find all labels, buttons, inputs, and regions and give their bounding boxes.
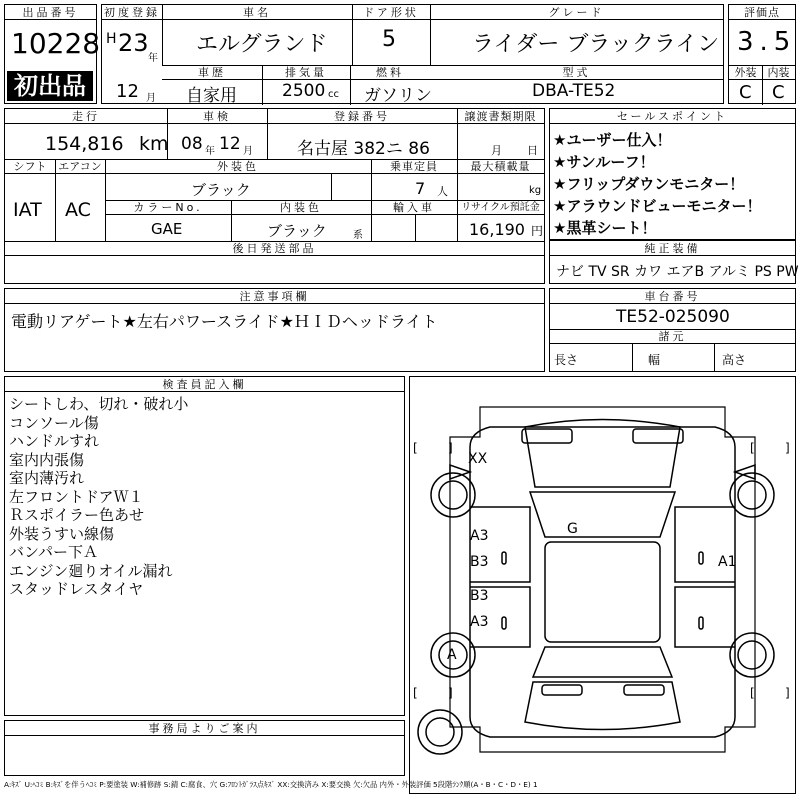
month-unit: 月 bbox=[146, 93, 156, 104]
air-conditioner: AC bbox=[65, 199, 91, 221]
ac-label: エアコン bbox=[55, 159, 105, 174]
exterior-grade-label: 外装 bbox=[729, 65, 762, 80]
interior-color-label: 内装色 bbox=[231, 200, 371, 215]
grade: ライダー ブラックライン bbox=[472, 32, 720, 57]
displacement-label: 排気量 bbox=[262, 65, 350, 80]
inspector-line: スタッドレスタイヤ bbox=[9, 580, 144, 598]
interior-color-suffix: 系 bbox=[353, 230, 363, 241]
height-label: 高さ bbox=[722, 353, 747, 367]
recycle-label: リサイクル預託金 bbox=[457, 200, 544, 215]
registration-label: 登録番号 bbox=[267, 109, 457, 124]
inspector-box bbox=[4, 376, 405, 716]
chassis-box bbox=[549, 288, 796, 372]
interior-grade: C bbox=[772, 82, 785, 103]
damage-mark: XX bbox=[468, 451, 488, 467]
damage-mark: A3 bbox=[470, 528, 489, 544]
color-no-label: カラーNo. bbox=[105, 200, 231, 215]
inspection-year-unit: 年 bbox=[205, 146, 215, 157]
damage-mark: B3 bbox=[470, 554, 489, 570]
lot-number: 10228 bbox=[11, 27, 101, 60]
history-label: 車歴 bbox=[162, 65, 262, 80]
exterior-grade: C bbox=[739, 82, 752, 103]
inspector-line: 室内薄汚れ bbox=[9, 469, 85, 487]
later-parts-label: 後日発送部品 bbox=[5, 241, 544, 256]
capacity-unit: 人 bbox=[437, 185, 448, 198]
svg-text:[: [ bbox=[413, 441, 418, 455]
svg-text:]: ] bbox=[785, 686, 790, 700]
fuel-label: 燃料 bbox=[350, 65, 430, 80]
door-label: ドア形状 bbox=[352, 5, 430, 20]
capacity-label: 乗車定員 bbox=[371, 159, 457, 174]
damage-mark: A1 bbox=[718, 554, 737, 570]
dims-label: 諸元 bbox=[550, 329, 795, 344]
model: DBA-TE52 bbox=[532, 81, 616, 101]
length-label: 長さ bbox=[554, 353, 579, 367]
legend-footer: A:ｷｽﾞ U:ﾍｺﾐ B:ｷｽﾞを伴うﾍｺﾐ P:要塗装 W:補修跡 S:錆 C:腐食、穴 G:ﾌﾛﾝﾄｶﾞﾗｽ点ｷｽﾞ XX:交換済み X:要交換 欠:欠品 内外・外装評価 5段階ﾗﾝｸ順(A・B・C・D・E) 1 bbox=[4, 780, 538, 789]
car-diagram-box bbox=[409, 376, 796, 794]
svg-text:]: ] bbox=[448, 441, 453, 455]
sales-point: ★サンルーフ！ bbox=[553, 153, 655, 171]
mileage: 154,816 bbox=[45, 133, 124, 155]
equipment-box bbox=[549, 240, 799, 284]
import-label: 輸入車 bbox=[371, 200, 457, 215]
inspector-line: コンソール傷 bbox=[9, 413, 99, 432]
first-reg-label: 初度登録 bbox=[104, 6, 160, 19]
mileage-unit: km bbox=[139, 133, 169, 155]
inspector-line: 室内内張傷 bbox=[9, 450, 85, 469]
transfer-label: 譲渡書類期限 bbox=[457, 109, 544, 124]
sales-point: ★黒革シート！ bbox=[553, 219, 657, 237]
chassis-number: TE52-025090 bbox=[616, 307, 730, 327]
chassis-label: 車台番号 bbox=[550, 289, 795, 304]
first-reg-month: 12 bbox=[116, 81, 139, 102]
lot-number-box bbox=[4, 4, 101, 104]
grade-label: グレード bbox=[430, 5, 723, 20]
model-label: 型式 bbox=[430, 65, 723, 80]
inspection-label: 車検 bbox=[167, 109, 267, 124]
score-box bbox=[728, 4, 796, 104]
inspector-line: シートしわ、切れ・破れ小 bbox=[9, 395, 189, 413]
interior-color: ブラック bbox=[267, 222, 327, 240]
damage-mark: A3 bbox=[470, 614, 489, 630]
notes-label: 注意事項欄 bbox=[5, 289, 544, 304]
inspector-notes bbox=[9, 395, 188, 599]
main-header-table bbox=[101, 4, 724, 104]
inspection-month-unit: 月 bbox=[243, 146, 253, 157]
inspector-label: 検査員記入欄 bbox=[5, 377, 404, 392]
office-notice-label: 事務局よりご案内 bbox=[5, 721, 404, 736]
damage-mark: B3 bbox=[470, 588, 489, 604]
first-reg-year: 23 bbox=[118, 29, 149, 57]
svg-text:[: [ bbox=[413, 686, 418, 700]
recycle-fee: 16,190 bbox=[469, 220, 525, 239]
office-notice-box bbox=[4, 720, 405, 776]
svg-text:[: [ bbox=[750, 686, 755, 700]
inspector-line: Ｒスポイラー色あせ bbox=[9, 506, 145, 524]
fuel: ガソリン bbox=[364, 86, 432, 106]
displacement-unit: cc bbox=[328, 89, 339, 100]
svg-text:]: ] bbox=[785, 441, 790, 455]
year-unit: 年 bbox=[148, 53, 158, 64]
lot-number-label: 出品番号 bbox=[5, 5, 96, 20]
exterior-color: ブラック bbox=[191, 181, 251, 199]
sales-points-label: セールスポイント bbox=[550, 109, 795, 124]
damage-mark: A bbox=[447, 647, 457, 663]
notes-box bbox=[4, 288, 545, 372]
sales-points-box bbox=[549, 108, 796, 240]
shift-label: シフト bbox=[5, 159, 55, 174]
car-damage-diagram bbox=[410, 377, 795, 793]
mileage-label: 走行 bbox=[5, 109, 167, 124]
inspector-line: 左フロントドアＷ１ bbox=[9, 487, 144, 506]
sales-point: ★ユーザー仕入！ bbox=[553, 131, 672, 149]
inspection-month: 12 bbox=[219, 134, 241, 154]
inspector-line: バンパー下Ａ bbox=[9, 543, 98, 561]
first-listing-badge: 初出品 bbox=[7, 71, 93, 101]
car-name: エルグランド bbox=[196, 32, 328, 57]
capacity: 7 bbox=[415, 179, 426, 198]
car-name-label: 車名 bbox=[162, 5, 352, 20]
max-load-label: 最大積載量 bbox=[457, 159, 544, 174]
equipment-label: 純正装備 bbox=[550, 241, 795, 256]
svg-text:]: ] bbox=[448, 686, 453, 700]
equipment-list: ナビ TV SR カワ エアB アルミ PS PW bbox=[556, 264, 799, 280]
inspector-line: エンジン廻りオイル漏れ bbox=[9, 561, 173, 580]
color-number: GAE bbox=[151, 220, 183, 238]
shift: IAT bbox=[13, 199, 42, 221]
sales-point: ★アラウンドビューモニター！ bbox=[553, 197, 762, 215]
transfer-day-unit: 日 bbox=[527, 144, 538, 157]
transfer-month-unit: 月 bbox=[491, 144, 502, 157]
interior-grade-label: 内装 bbox=[762, 65, 795, 80]
era: H bbox=[106, 31, 117, 47]
displacement: 2500 bbox=[282, 81, 326, 101]
inspection-year: 08 bbox=[181, 134, 203, 154]
max-load-unit: kg bbox=[529, 185, 542, 196]
damage-mark: G bbox=[567, 521, 578, 537]
exterior-color-label: 外装色 bbox=[105, 159, 371, 174]
notes-text: 電動リアゲート★左右パワースライド★ＨＩＤヘッドライト bbox=[11, 312, 438, 331]
score: 3.5 bbox=[737, 27, 797, 57]
inspector-line: ハンドルすれ bbox=[9, 432, 100, 450]
recycle-unit: 円 bbox=[531, 224, 544, 238]
sales-point: ★フリップダウンモニター！ bbox=[553, 175, 745, 193]
history: 自家用 bbox=[186, 86, 237, 106]
score-label: 評価点 bbox=[729, 5, 795, 20]
door-type: 5 bbox=[382, 27, 396, 52]
vehicle-details-table bbox=[4, 108, 545, 284]
registration-number: 名古屋 382ニ 86 bbox=[297, 139, 430, 159]
width-label: 幅 bbox=[648, 353, 661, 367]
inspector-line: 外装うすい線傷 bbox=[9, 524, 115, 543]
svg-text:[: [ bbox=[750, 441, 755, 455]
